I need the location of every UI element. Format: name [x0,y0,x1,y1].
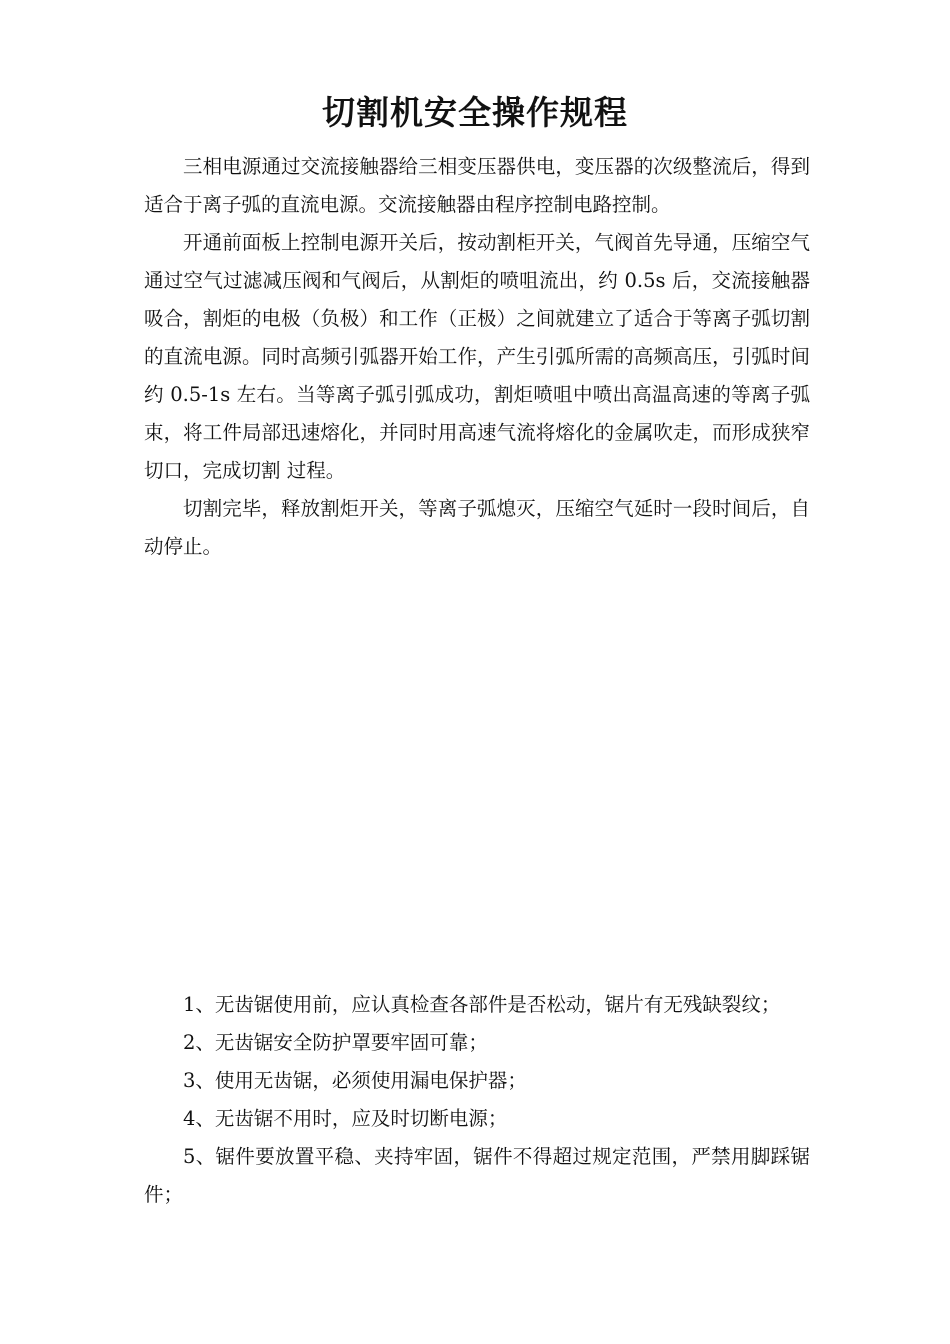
rule-item: 5、锯件要放置平稳、夹持牢固，锯件不得超过规定范围，严禁用脚踩锯件； [144,1145,810,1206]
intro-paragraph: 开通前面板上控制电源开关后，按动割柜开关，气阀首先导通，压缩空气通过空气过滤减压阀和气阀后，从割炬的喷咀流出，约 0.5s 后，交流接触器吸合，割炬的电极（负极）和工作（正极）之间就建立了适合于等离子弧切割的直流电源。同时高频引弧器开始工作，产生引弧所需的高频高压，引弧时间约 0.5-1s 左右。当等离子弧引弧成功，割炬喷咀中喷出高温高速的等离子弧束，将工件局部迅速熔化，并同时用高速气流将熔化的金属吹走，而形成狭窄切口，完成切割 过程。 [144,231,810,482]
rules-section [144,986,810,1214]
intro-paragraph: 三相电源通过交流接触器给三相变压器供电，变压器的次级整流后，得到适合于离子弧的直流电源。交流接触器由程序控制电路控制。 [144,155,810,216]
rule-item: 4、无齿锯不用时，应及时切断电源； [183,1107,508,1130]
rule-item: 1、无齿锯使用前，应认真检查各部件是否松动，锯片有无残缺裂纹； [183,993,781,1016]
rule-item: 2、无齿锯安全防护罩要牢固可靠； [183,1031,488,1054]
intro-paragraph: 切割完毕，释放割炬开关，等离子弧熄灭，压缩空气延时一段时间后，自动停止。 [144,497,810,558]
document-title: 切割机安全操作规程 [322,93,628,132]
intro-section [144,148,810,566]
rule-item: 3、使用无齿锯，必须使用漏电保护器； [183,1069,527,1092]
